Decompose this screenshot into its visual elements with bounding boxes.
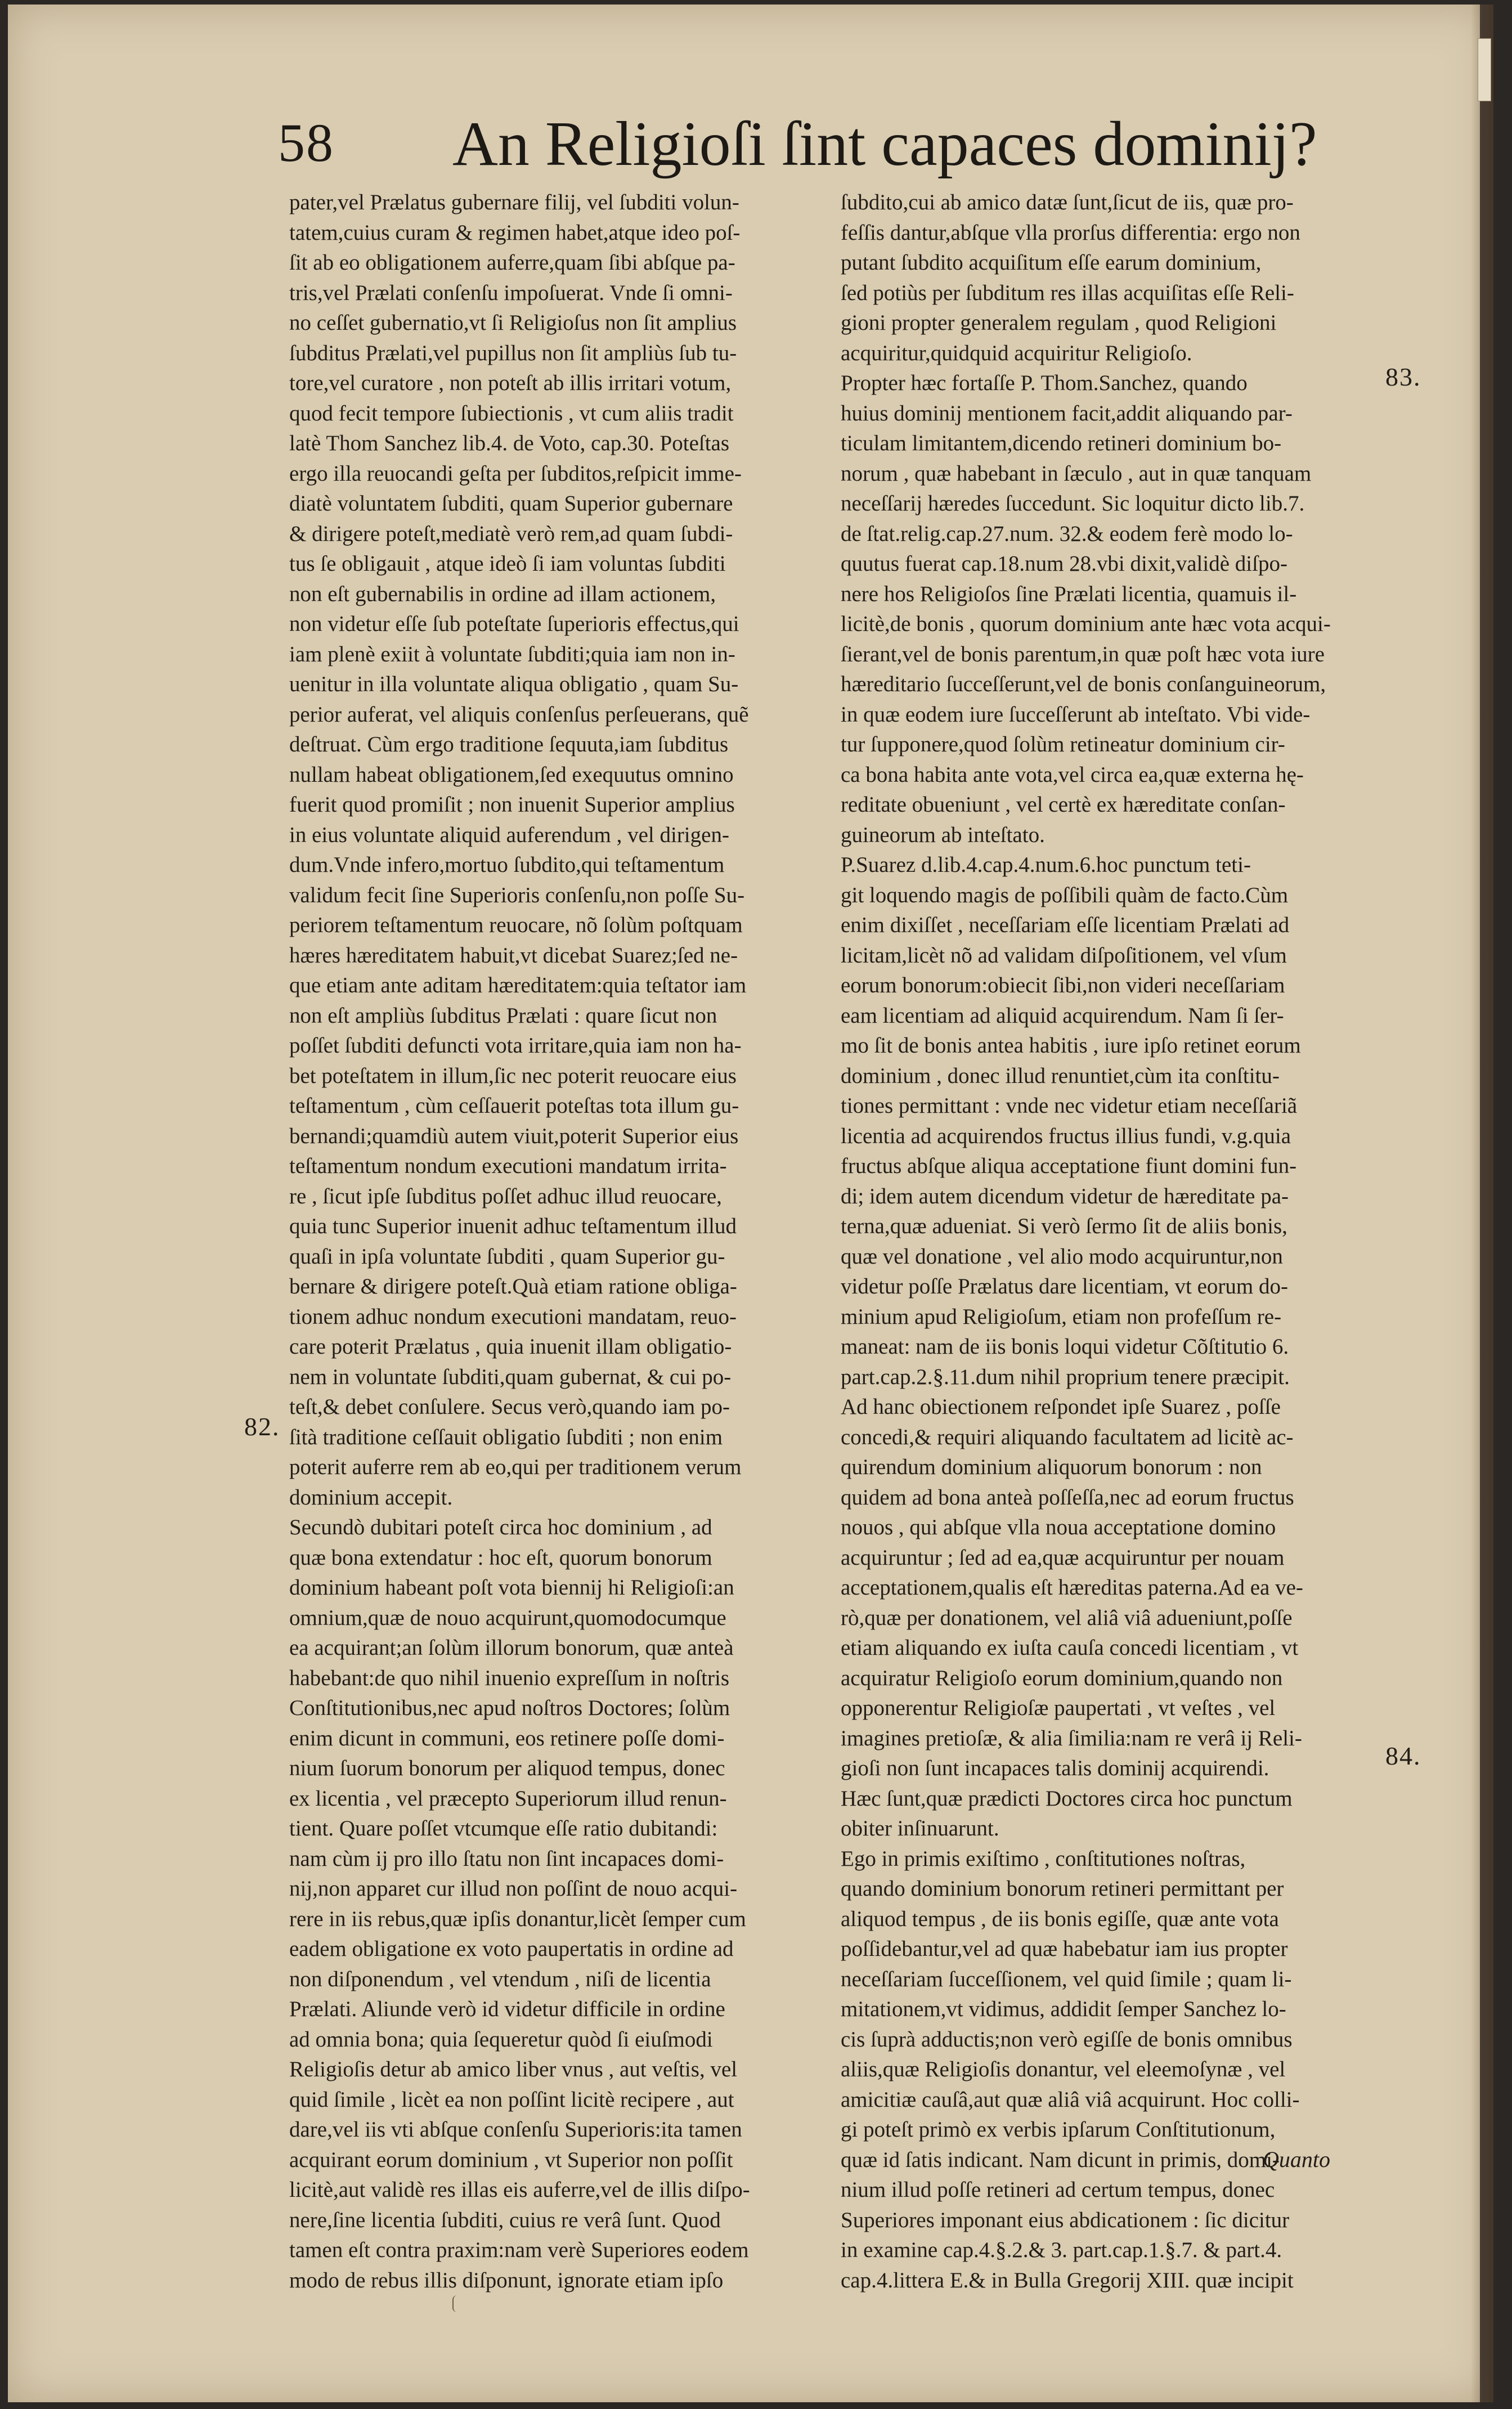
text-line: cis ſuprà adductis;non verò egiſſe de bonis omnibus [841, 2027, 1293, 2052]
text-line: modo de rebus illis diſponunt, ignorate etiam ipſo [289, 2268, 724, 2292]
text-line: gioni propter generalem regulam , quod Religioni [841, 311, 1277, 335]
text-line: quaſi in ipſa voluntate ſubditi , quam Superior gu- [289, 1244, 725, 1269]
text-line: Propter hæc fortaſſe P. Thom.Sanchez, quando [841, 371, 1248, 395]
text-line: in quæ eodem iure ſucceſſerunt ab inteſtato. Vbi vide- [841, 702, 1311, 727]
text-line: Ad hanc obiectionem reſpondet ipſe Suarez , poſſe [841, 1395, 1281, 1419]
book-page [8, 5, 1493, 2402]
text-line: quidem ad bona anteà poſſeſſa,nec ad eorum fructus [841, 1485, 1294, 1510]
text-line: tient. Quare poſſet vtcumque eſſe ratio dubitandi: [289, 1816, 718, 1841]
text-line: reditate obueniunt , vel certè ex hæreditate conſan- [841, 792, 1286, 817]
text-line: maneat: nam de iis bonis loqui videtur Cõſtitutio 6. [841, 1335, 1289, 1359]
text-line: dare,vel iis vti abſque conſenſu Superioris:ita tamen [289, 2117, 742, 2142]
paper-tab [1478, 38, 1491, 101]
text-line: periorem teſtamentum reuocare, nõ ſolùm poſtquam [289, 913, 743, 937]
text-line: eadem obligatione ex voto paupertatis in ordine ad [289, 1937, 734, 1961]
text-line: perior auferat, vel aliquis conſenſus perſeuerans, quẽ [289, 702, 749, 727]
text-line: norum , quæ habebant in ſæculo , aut in quæ tanquam [841, 461, 1312, 486]
text-line: licitam,licèt nõ ad validam diſpoſitionem, vel vſum [841, 943, 1287, 968]
text-line: non eſt gubernabilis in ordine ad illam actionem, [289, 581, 716, 606]
text-line: Superiores imponant eius abdicationem : ſic dicitur [841, 2207, 1290, 2232]
text-line: nere hos Religioſos ſine Prælati licentia, quamuis il- [841, 581, 1297, 606]
text-line: aliquod tempus , de iis bonis egiſſe, quæ ante vota [841, 1906, 1279, 1931]
text-line: Secundò dubitari poteſt circa hoc dominium , ad [289, 1515, 712, 1539]
text-line: Religioſis detur ab amico liber vnus , aut veſtis, vel [289, 2057, 738, 2081]
text-line: quutus fuerat cap.18.num 28.vbi dixit,validè diſpo- [841, 552, 1287, 576]
text-line: part.cap.2.§.11.dum nihil proprium tenere præcipit. [841, 1364, 1290, 1389]
text-line: nium illud poſſe retineri ad certum tempus, donec [841, 2178, 1275, 2202]
text-line: habebant:de quo nihil inuenio expreſſum in noſtris [289, 1665, 730, 1690]
text-line: feſſis dantur,abſque vlla prorſus differentia: ergo non [841, 220, 1300, 245]
catchword: Quanto [1263, 2147, 1330, 2172]
paper-mark [452, 2295, 461, 2312]
text-line: fuerit quod promiſit ; non inuenit Superior amplius [289, 792, 735, 817]
text-line: quæ id ſatis indicant. Nam dicunt in primis, domi- [841, 2147, 1280, 2172]
text-line: & dirigere poteſt,mediatè verò rem,ad quam ſubdi- [289, 521, 733, 546]
text-line: pater,vel Prælatus gubernare filij, vel ſubditi volun- [289, 190, 739, 214]
text-line: licitè,aut validè res illas eis auferre,vel de illis diſpo- [289, 2178, 750, 2202]
text-line: que etiam ante aditam hæreditatem:quia teſtator iam [289, 973, 747, 997]
page-number: 58 [278, 113, 334, 173]
text-line: ſubdito,cui ab amico datæ ſunt,ſicut de iis, quæ pro- [841, 190, 1294, 214]
text-line: ex licentia , vel præcepto Superiorum illud renun- [289, 1786, 727, 1811]
text-line: nam cùm ij pro illo ſtatu non ſint incapaces domi- [289, 1846, 724, 1871]
text-line: quæ bona extendatur : hoc eſt, quorum bonorum [289, 1545, 712, 1570]
text-line: git loquendo magis de poſſibili quàm de facto.Cùm [841, 883, 1289, 907]
text-line: ſità traditione ceſſauit obligatio ſubditi ; non enim [289, 1425, 723, 1449]
text-line: Prælati. Aliunde verò id videtur difficile in ordine [289, 1997, 725, 2021]
text-line: de ſtat.relig.cap.27.num. 32.& eodem ferè modo lo- [841, 521, 1293, 546]
text-line: obiter inſinuarunt. [841, 1816, 999, 1841]
text-line: hæres hæreditatem habuit,vt dicebat Suarez;ſed ne- [289, 943, 738, 968]
text-line: videtur poſſe Prælatus dare licentiam, vt eorum do- [841, 1274, 1288, 1298]
text-line: neceſſarij hæredes ſuccedunt. Sic loquitur dicto lib.7. [841, 491, 1305, 516]
text-line: putant ſubdito acquiſitum eſſe earum dominium, [841, 250, 1262, 275]
text-line: non videtur eſſe ſub poteſtate ſuperioris effectus,qui [289, 612, 739, 636]
text-line: tiones permittant : vnde nec videtur etiam neceſſariã [841, 1094, 1298, 1118]
text-line: imagines pretioſæ, & alia ſimilia:nam re verâ ij Reli- [841, 1726, 1302, 1750]
left-text-column [289, 187, 852, 2295]
text-line: rò,quæ per donationem, vel aliâ viâ adueniunt,poſſe [841, 1605, 1293, 1630]
text-line: bernare & dirigere poteſt.Quà etiam ratione obliga- [289, 1274, 737, 1298]
right-text-column [841, 187, 1381, 2295]
text-line: rere in iis rebus,quæ ipſis donantur,licèt ſemper cum [289, 1906, 746, 1931]
text-line: nem in voluntate ſubditi,quam gubernat, & cui po- [289, 1364, 732, 1389]
text-line: tatem,cuius curam & regimen habet,atque ideo poſ- [289, 220, 741, 245]
text-line: ad omnia bona; quia ſequeretur quòd ſi eiuſmodi [289, 2027, 713, 2052]
text-line: tore,vel curatore , non poteſt ab illis irritari votum, [289, 371, 732, 395]
text-line: deſtruat. Cùm ergo traditione ſequuta,iam ſubditus [289, 732, 729, 756]
text-line: mo ſit de bonis antea habitis , iure ipſo retinet eorum [841, 1033, 1301, 1058]
text-line: gioſi non ſunt incapaces talis dominij acquirendi. [841, 1756, 1269, 1780]
text-line: terna,quæ adueniat. Si verò ſermo ſit de aliis bonis, [841, 1214, 1287, 1238]
text-line: re , ſicut ipſe ſubditus poſſet adhuc illud reuocare, [289, 1184, 722, 1208]
text-line: Hæc ſunt,quæ prædicti Doctores circa hoc punctum [841, 1786, 1293, 1811]
text-line: acquiratur Religioſo eorum dominium,quando non [841, 1665, 1283, 1690]
text-line: quod fecit tempore ſubiectionis , vt cum aliis tradit [289, 401, 734, 426]
text-line: care poterit Prælatus , quia inuenit illam obligatio- [289, 1335, 732, 1359]
text-line: quæ vel donatione , vel alio modo acquiruntur,non [841, 1244, 1283, 1269]
text-line: mitationem,vt vidimus, addidit ſemper Sanchez lo- [841, 1997, 1286, 2021]
text-line: enim dixiſſet , neceſſariam eſſe licentiam Prælati ad [841, 913, 1290, 937]
text-line: P.Suarez d.lib.4.cap.4.num.6.hoc punctum teti- [841, 853, 1251, 877]
text-line: eorum bonorum:obiecit ſibi,non videri neceſſariam [841, 973, 1285, 997]
text-line: licitè,de bonis , quorum dominium ante hæc vota acqui- [841, 612, 1331, 636]
text-line: hæreditario ſucceſſerunt,vel de bonis conſanguineorum, [841, 672, 1326, 696]
text-line: ergo illa reuocandi geſta per ſubditos,reſpicit imme- [289, 461, 742, 486]
text-line: teſtamentum nondum executioni mandatum irrita- [289, 1154, 727, 1178]
text-line: eam licentiam ad aliquid acquirendum. Nam ſi ſer- [841, 1003, 1284, 1028]
text-line: bet poteſtatem in illum,ſic nec poterit reuocare eius [289, 1063, 737, 1088]
text-line: non eſt ampliùs ſubditus Prælati : quare ſicut non [289, 1003, 717, 1028]
text-line: ticulam limitantem,dicendo retineri dominium bo- [841, 431, 1282, 455]
gutter-shadow [1471, 5, 1493, 2402]
text-line: acquirant eorum dominium , vt Superior non poſſit [289, 2147, 733, 2172]
text-line: teſtamentum , cùm ceſſauerit poteſtas tota illum gu- [289, 1094, 739, 1118]
text-line: nij,non apparet cur illud non poſſint de nouo acqui- [289, 1877, 738, 1901]
text-line: nouos , qui abſque vlla noua acceptatione domino [841, 1515, 1276, 1539]
text-line: dominium habeant poſt vota biennij hi Religioſi:an [289, 1575, 734, 1600]
running-head: An Religioſi ſint capaces dominij? [452, 109, 1317, 179]
text-line: validum fecit ſine Superioris conſenſu,non poſſe Su- [289, 883, 745, 907]
text-line: tionem adhuc nondum executioni mandatam, reuo- [289, 1304, 737, 1329]
text-line: cap.4.littera E.& in Bulla Gregorij XIII. quæ incipit [841, 2268, 1294, 2292]
text-line: gi poteſt primò ex verbis ipſarum Conſtitutionum, [841, 2117, 1276, 2142]
text-line: ea acquirant;an ſolùm illorum bonorum, quæ anteà [289, 1636, 734, 1660]
text-line: quirendum dominium aliquorum bonorum : non [841, 1455, 1262, 1479]
text-line: in examine cap.4.§.2.& 3. part.cap.1.§.7. & part.4. [841, 2238, 1282, 2262]
text-line: poterit auferre rem ab eo,qui per traditionem verum [289, 1455, 742, 1479]
text-line: non diſponendum , vel vtendum , niſi de licentia [289, 1967, 711, 1991]
text-line: uenitur in illa voluntate aliqua obligatio , quam Su- [289, 672, 739, 696]
text-line: no ceſſet gubernatio,vt ſi Religioſus non ſit amplius [289, 311, 737, 335]
text-line: nere,ſine licentia ſubditi, cuius re verâ ſunt. Quod [289, 2207, 721, 2232]
text-line: dum.Vnde infero,mortuo ſubdito,qui teſtamentum [289, 853, 725, 877]
text-line: etiam aliquando ex iuſta cauſa concedi licentiam , vt [841, 1636, 1299, 1660]
text-line: licentia ad acquirendos fructus illius fundi, v.g.quia [841, 1123, 1291, 1148]
text-line: quid ſimile , licèt ea non poſſint licitè recipere , aut [289, 2087, 734, 2112]
text-line: poſſidebantur,vel ad quæ habebatur iam ius propter [841, 1937, 1288, 1961]
text-line: aliis,quæ Religioſis donantur, vel eleemoſynæ , vel [841, 2057, 1286, 2081]
text-line: teſt,& debet conſulere. Secus verò,quando iam po- [289, 1395, 730, 1419]
text-line: acquiritur,quidquid acquiritur Religioſo. [841, 341, 1192, 365]
text-line: tur ſupponere,quod ſolùm retineatur dominium cir- [841, 732, 1285, 756]
text-line: enim dicunt in communi, eos retinere poſſe domi- [289, 1726, 725, 1750]
text-line: diatè voluntatem ſubditi, quam Superior gubernare [289, 491, 733, 516]
text-line: ſierant,vel de bonis parentum,in quæ poſt hæc vota iure [841, 642, 1325, 666]
margin-number-83: 83. [1385, 362, 1421, 391]
text-line: bernandi;quamdiù autem viuit,poterit Superior eius [289, 1123, 739, 1148]
text-line: Conſtitutionibus,nec apud noſtros Doctores; ſolùm [289, 1696, 730, 1720]
text-line: amicitiæ cauſâ,aut quæ aliâ viâ acquirunt. Hoc colli- [841, 2087, 1300, 2112]
text-line: dominium , donec illud renuntiet,cùm ita conſtitu- [841, 1063, 1280, 1088]
text-line: opponerentur Religioſæ paupertati , vt veſtes , vel [841, 1696, 1276, 1720]
margin-number-84: 84. [1385, 1741, 1421, 1770]
text-line: neceſſariam ſucceſſionem, vel quid ſimile ; quam li- [841, 1967, 1292, 1991]
text-line: ſed potiùs per ſubditum res illas acquiſitas eſſe Reli- [841, 280, 1294, 305]
text-line: latè Thom Sanchez lib.4. de Voto, cap.30. Poteſtas [289, 431, 730, 455]
text-line: huius dominij mentionem facit,addit aliquando par- [841, 401, 1293, 426]
text-line: in eius voluntate aliquid auferendum , vel dirigen- [289, 822, 729, 847]
text-line: nium ſuorum bonorum per aliquod tempus, donec [289, 1756, 725, 1780]
text-line: acceptationem,qualis eſt hæreditas paterna.Ad ea ve- [841, 1575, 1303, 1600]
text-line: tus ſe obligauit , atque ideò ſi iam voluntas ſubditi [289, 552, 726, 576]
margin-number-82: 82. [244, 1412, 280, 1441]
text-line: guineorum ab inteſtato. [841, 822, 1045, 847]
text-line: quando dominium bonorum retineri permittant per [841, 1877, 1284, 1901]
text-line: tamen eſt contra praxim:nam verè Superiores eodem [289, 2238, 749, 2262]
text-line: tris,vel Prælati conſenſu impoſuerat. Vnde ſi omni- [289, 280, 733, 305]
text-line: quia tunc Superior inuenit adhuc teſtamentum illud [289, 1214, 737, 1238]
text-line: poſſet ſubditi defuncti vota irritare,quia iam non ha- [289, 1033, 742, 1058]
text-line: concedi,& requiri aliquando facultatem ad licitè ac- [841, 1425, 1294, 1449]
text-line: ſubditus Prælati,vel pupillus non ſit ampliùs ſub tu- [289, 341, 737, 365]
text-line: nullam habeat obligationem,ſed exequutus omnino [289, 762, 734, 787]
text-line: dominium accepit. [289, 1485, 453, 1510]
text-line: di; idem autem dicendum videtur de hæreditate pa- [841, 1184, 1289, 1208]
text-line: iam plenè exiit à voluntate ſubditi;quia iam non in- [289, 642, 735, 666]
text-line: acquiruntur ; ſed ad ea,quæ acquiruntur per nouam [841, 1545, 1285, 1570]
text-line: minium apud Religioſum, etiam non profeſſum re- [841, 1304, 1282, 1329]
text-line: fructus abſque aliqua acceptatione fiunt domini fun- [841, 1154, 1297, 1178]
text-line: ſit ab eo obligationem auferre,quam ſibi abſque pa- [289, 250, 735, 275]
text-line: ca bona habita ante vota,vel circa ea,quæ externa hę- [841, 762, 1304, 787]
text-line: omnium,quæ de nouo acquirunt,quomodocumque [289, 1605, 726, 1630]
text-line: Ego in primis exiſtimo , conſtitutiones noſtras, [841, 1846, 1246, 1871]
